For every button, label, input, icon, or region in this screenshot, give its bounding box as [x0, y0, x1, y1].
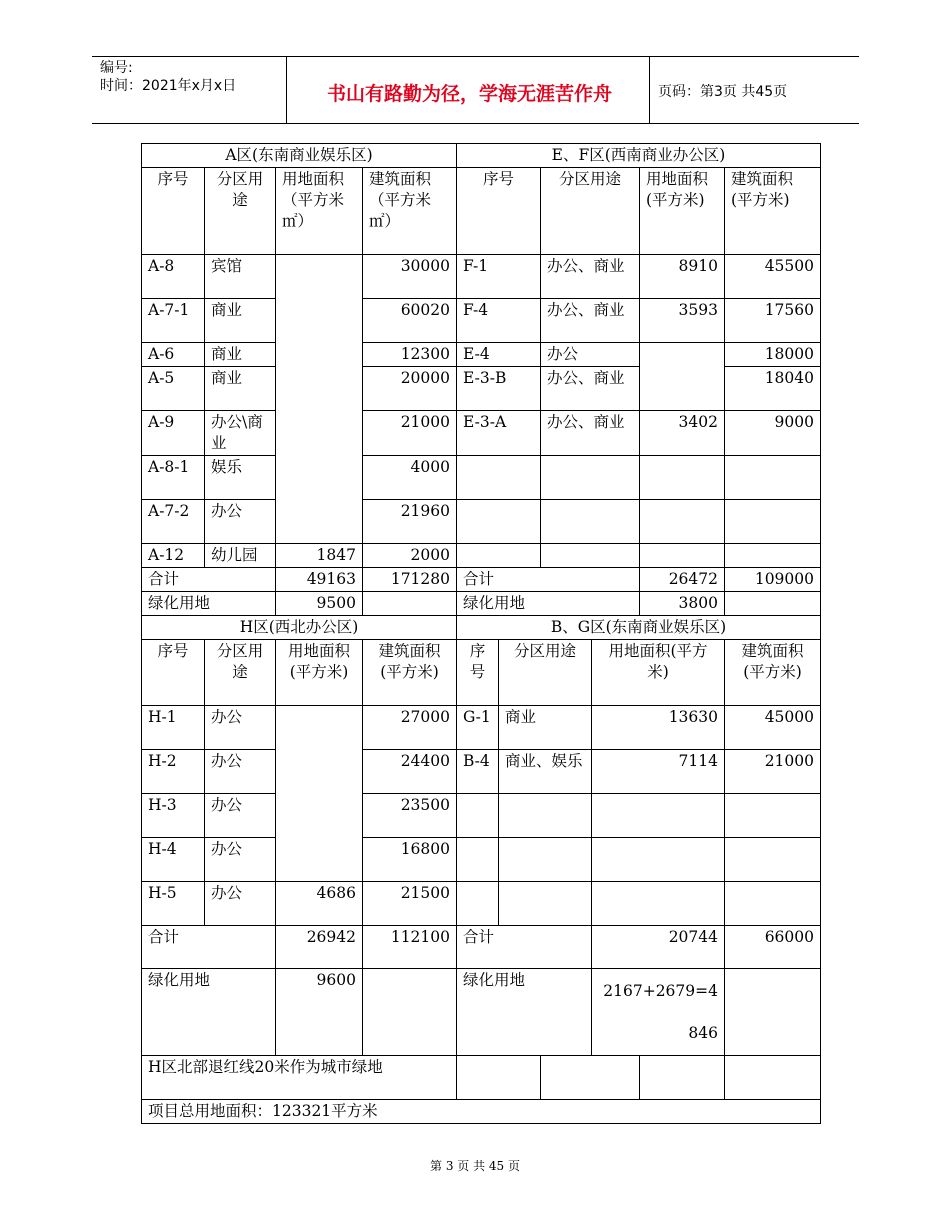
- cell-no: H-4: [142, 838, 205, 882]
- cell-land: [640, 544, 725, 568]
- cell-no: A-5: [142, 367, 205, 411]
- col-header-no: 序号: [142, 640, 205, 706]
- col-header-use: 分区用途: [499, 640, 592, 706]
- total-land: 26472: [640, 568, 725, 592]
- cell-no: E-3-A: [457, 411, 541, 456]
- cell-build: [725, 794, 821, 838]
- empty-cell: [541, 1056, 640, 1100]
- green-land: 9600: [276, 969, 363, 1056]
- header-page-number: 页码：第3页 共45页: [658, 84, 788, 100]
- cell-build: 21000: [363, 411, 457, 456]
- table-row: [142, 838, 821, 882]
- cell-use: 办公: [541, 343, 640, 367]
- cell-no: H-1: [142, 706, 205, 750]
- cell-land: [640, 500, 725, 544]
- cell-use: 办公、商业: [541, 299, 640, 343]
- cell-land-merged: [640, 343, 725, 411]
- cell-build: 27000: [363, 706, 457, 750]
- green-row: [142, 969, 821, 1056]
- cell-no: [457, 794, 499, 838]
- table-row: [142, 500, 821, 544]
- code-label: 编号:: [100, 60, 133, 76]
- empty-cell: [725, 1056, 821, 1100]
- cell-no: E-3-B: [457, 367, 541, 411]
- col-header-build: 建筑面积（平方米㎡）: [363, 168, 457, 255]
- cell-build: 45000: [725, 706, 821, 750]
- col-header-land: 用地面积(平方米): [276, 640, 363, 706]
- total-build: 171280: [363, 568, 457, 592]
- cell-use: [541, 500, 640, 544]
- cell-build: 12300: [363, 343, 457, 367]
- cell-build: 21500: [363, 882, 457, 926]
- cell-use: [499, 882, 592, 926]
- empty-cell: [457, 1056, 541, 1100]
- cell-no: F-4: [457, 299, 541, 343]
- cell-use: [499, 838, 592, 882]
- project-total: 项目总用地面积：123321平方米: [142, 1100, 821, 1124]
- table-row: [142, 544, 821, 568]
- cell-land: 13630: [592, 706, 725, 750]
- col-header-use: 分区用途: [205, 640, 276, 706]
- cell-use: 办公、商业: [541, 367, 640, 411]
- cell-build: 2000: [363, 544, 457, 568]
- table-row: [142, 456, 821, 500]
- cell-build: 20000: [363, 367, 457, 411]
- green-label: 绿化用地: [457, 592, 640, 616]
- cell-use: 办公: [205, 706, 276, 750]
- page-footer: 第 3 页 共 45 页: [430, 1159, 520, 1173]
- green-build: [363, 969, 457, 1056]
- total-label: 合计: [142, 568, 276, 592]
- cell-use: 商业: [205, 343, 276, 367]
- total-row: [142, 568, 821, 592]
- cell-no: A-9: [142, 411, 205, 456]
- cell-build: [725, 544, 821, 568]
- table-row: [142, 882, 821, 926]
- cell-no: H-3: [142, 794, 205, 838]
- cell-build: 18040: [725, 367, 821, 411]
- table-row: [142, 343, 821, 367]
- total-label: 合计: [457, 926, 592, 969]
- cell-no: H-2: [142, 750, 205, 794]
- cell-no: G-1: [457, 706, 499, 750]
- zone-ef-title: E、F区(西南商业办公区): [457, 144, 821, 168]
- total-label: 合计: [457, 568, 640, 592]
- total-row: [142, 926, 821, 969]
- cell-no: A-8-1: [142, 456, 205, 500]
- cell-build: 21000: [725, 750, 821, 794]
- cell-build: 18000: [725, 343, 821, 367]
- col-header-land: 用地面积（平方米㎡）: [276, 168, 363, 255]
- cell-use: 办公: [205, 750, 276, 794]
- total-land: 49163: [276, 568, 363, 592]
- cell-land: 3593: [640, 299, 725, 343]
- empty-cell: [640, 1056, 725, 1100]
- table-row: [142, 299, 821, 343]
- cell-use: 商业: [205, 299, 276, 343]
- zone-bg-title: B、G区(东南商业娱乐区): [457, 616, 821, 640]
- table-row: [142, 794, 821, 838]
- table-row: [142, 706, 821, 750]
- green-label: 绿化用地: [142, 592, 276, 616]
- cell-use: 办公、商业: [541, 411, 640, 456]
- note-text: H区北部退红线20米作为城市绿地: [142, 1056, 457, 1100]
- cell-land-merged: [276, 706, 363, 882]
- cell-no: A-12: [142, 544, 205, 568]
- cell-land: 8910: [640, 255, 725, 299]
- cell-use: 宾馆: [205, 255, 276, 299]
- green-row: [142, 592, 821, 616]
- cell-build: [725, 838, 821, 882]
- green-label: 绿化用地: [457, 969, 592, 1056]
- cell-build: 16800: [363, 838, 457, 882]
- cell-build: 60020: [363, 299, 457, 343]
- cell-build: 17560: [725, 299, 821, 343]
- green-land: 2167+2679=4846: [592, 969, 725, 1056]
- cell-use: 商业、娱乐: [499, 750, 592, 794]
- col-header-no: 序号: [457, 168, 541, 255]
- cell-use: 娱乐: [205, 456, 276, 500]
- col-header-land: 用地面积(平方米): [592, 640, 725, 706]
- cell-use: 办公: [205, 794, 276, 838]
- table-row: [142, 750, 821, 794]
- cell-land: [592, 882, 725, 926]
- cell-use: 办公、商业: [541, 255, 640, 299]
- cell-land: 3402: [640, 411, 725, 456]
- cell-use: 商业: [205, 367, 276, 411]
- cell-no: [457, 838, 499, 882]
- col-header-no: 序号: [142, 168, 205, 255]
- cell-no: A-6: [142, 343, 205, 367]
- col-header-build: 建筑面积(平方米): [363, 640, 457, 706]
- cell-use: [541, 456, 640, 500]
- cell-no: A-8: [142, 255, 205, 299]
- cell-use: 幼儿园: [205, 544, 276, 568]
- total-build: 66000: [725, 926, 821, 969]
- cell-land: [640, 456, 725, 500]
- cell-build: 9000: [725, 411, 821, 456]
- note-row: [142, 1056, 821, 1100]
- header-divider: [649, 57, 650, 123]
- cell-use: [541, 544, 640, 568]
- cell-land: [592, 838, 725, 882]
- cell-no: F-1: [457, 255, 541, 299]
- green-build: [725, 969, 821, 1056]
- col-header-build: 建筑面积(平方米): [725, 640, 821, 706]
- cell-use: [499, 794, 592, 838]
- cell-no: [457, 456, 541, 500]
- page-header: [92, 56, 859, 124]
- total-label: 合计: [142, 926, 276, 969]
- table-row: [142, 411, 821, 456]
- cell-build: [725, 882, 821, 926]
- col-header-use: 分区用途: [541, 168, 640, 255]
- cell-build: 4000: [363, 456, 457, 500]
- col-header-land: 用地面积(平方米): [640, 168, 725, 255]
- col-header-build: 建筑面积(平方米): [725, 168, 821, 255]
- zone-a-title: A区(东南商业娱乐区): [142, 144, 457, 168]
- green-label: 绿化用地: [142, 969, 276, 1056]
- project-total-row: [142, 1100, 821, 1124]
- cell-no: [457, 882, 499, 926]
- time-label: 时间：2021年x月x日: [100, 78, 237, 94]
- land-use-table: [141, 143, 821, 1124]
- cell-build: 24400: [363, 750, 457, 794]
- cell-use: 商业: [499, 706, 592, 750]
- table-row: [142, 255, 821, 299]
- cell-no: E-4: [457, 343, 541, 367]
- header-meta: [100, 59, 236, 95]
- cell-no: [457, 544, 541, 568]
- cell-build: [725, 500, 821, 544]
- green-build: [725, 592, 821, 616]
- header-divider: [286, 57, 287, 123]
- total-build: 109000: [725, 568, 821, 592]
- green-land: 9500: [276, 592, 363, 616]
- cell-no: A-7-1: [142, 299, 205, 343]
- cell-no: A-7-2: [142, 500, 205, 544]
- cell-land-merged: [276, 255, 363, 544]
- cell-no: H-5: [142, 882, 205, 926]
- col-header-use: 分区用途: [205, 168, 276, 255]
- cell-build: 23500: [363, 794, 457, 838]
- green-land: 3800: [640, 592, 725, 616]
- cell-build: 21960: [363, 500, 457, 544]
- cell-land: 7114: [592, 750, 725, 794]
- cell-build: [725, 456, 821, 500]
- header-motto: 书山有路勤为径，学海无涯苦作舟: [326, 83, 612, 105]
- cell-use: 办公: [205, 500, 276, 544]
- zone-h-title: H区(西北办公区): [142, 616, 457, 640]
- cell-no: B-4: [457, 750, 499, 794]
- cell-land: [592, 794, 725, 838]
- cell-use: 办公: [205, 882, 276, 926]
- cell-use: 办公\商业: [205, 411, 276, 456]
- col-header-no: 序号: [457, 640, 499, 706]
- cell-no: [457, 500, 541, 544]
- cell-land: 4686: [276, 882, 363, 926]
- total-land: 20744: [592, 926, 725, 969]
- total-land: 26942: [276, 926, 363, 969]
- cell-build: 45500: [725, 255, 821, 299]
- cell-build: 30000: [363, 255, 457, 299]
- cell-use: 办公: [205, 838, 276, 882]
- green-build: [363, 592, 457, 616]
- total-build: 112100: [363, 926, 457, 969]
- cell-land: 1847: [276, 544, 363, 568]
